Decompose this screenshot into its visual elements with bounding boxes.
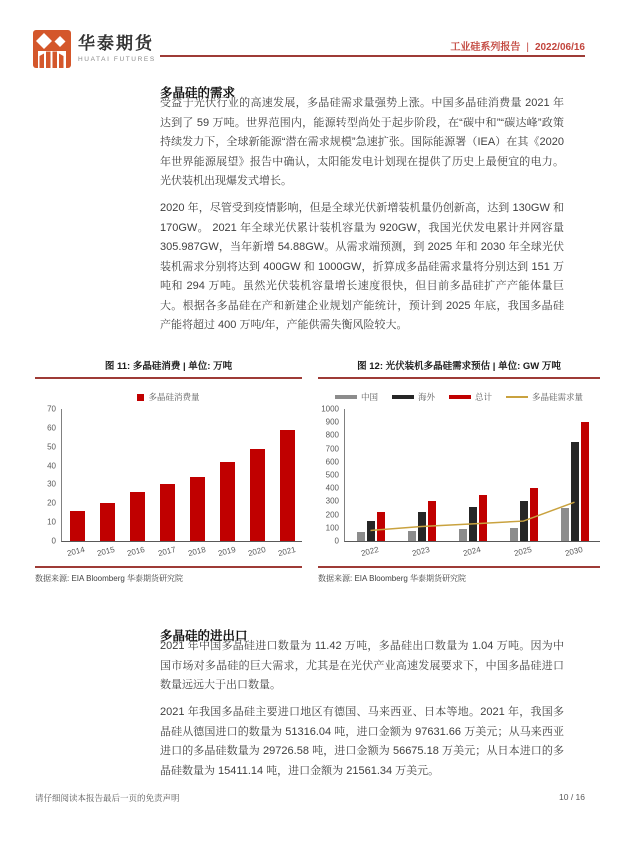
x-axis-labels xyxy=(344,542,600,559)
legend-label: 多晶硅消费量 xyxy=(148,392,200,402)
y-tick-label: 600 xyxy=(325,457,339,467)
legend-label: 中国 xyxy=(360,392,378,402)
y-tick-label: 800 xyxy=(325,430,339,440)
y-tick-label: 0 xyxy=(51,536,56,546)
line-layer xyxy=(62,409,302,541)
x-tick-label: 2025 xyxy=(513,544,533,559)
y-tick-label: 500 xyxy=(325,470,339,480)
legend-item xyxy=(335,391,378,403)
chart-polysilicon-consumption xyxy=(35,404,302,546)
y-axis xyxy=(318,404,344,546)
legend-swatch-icon xyxy=(449,395,471,399)
y-tick-label: 70 xyxy=(47,404,56,414)
y-tick-label: 20 xyxy=(47,498,56,508)
x-tick-label: 2030 xyxy=(564,544,585,559)
y-tick-label: 1000 xyxy=(321,404,339,414)
report-series: 工业硅系列报告 xyxy=(450,42,521,53)
line-series xyxy=(371,502,575,530)
logo-text xyxy=(78,35,156,63)
legend-item xyxy=(392,391,435,403)
huatai-logo-icon xyxy=(33,30,71,68)
figure-caption: 图 12: 光伏装机多晶硅需求预估 | 单位: GW 万吨 xyxy=(318,358,600,379)
y-tick-label: 30 xyxy=(47,479,56,489)
chart-legend xyxy=(318,389,600,405)
y-tick-label: 900 xyxy=(325,417,339,427)
legend-swatch-icon xyxy=(137,394,144,401)
logo-subtitle: HUATAI FUTURES xyxy=(78,55,156,63)
y-tick-label: 400 xyxy=(325,483,339,493)
legend-item xyxy=(137,391,199,403)
line-layer xyxy=(345,409,600,541)
legend-item xyxy=(449,391,492,403)
page-footer xyxy=(35,792,585,804)
x-tick-label: 2024 xyxy=(462,544,482,559)
x-tick-label: 2021 xyxy=(277,544,297,559)
figure-polysilicon-consumption xyxy=(35,358,302,584)
y-tick-label: 60 xyxy=(47,423,56,433)
header-divider xyxy=(160,55,585,57)
paragraph: 2020 年，尽管受到疫情影响，但是全球光伏新增装机量仍创新高，达到 130GW 和 170GW。 2021 年全球光伏累计装机容量为 920GW，我国光伏发电累计并网容量 305.987GW，当年新增 54.88GW。从需求端预测，到 2025 年和 2030 年全球光伏装机需求分别将达到 400GW 和 1000GW，折算成多晶硅需求量将分别达到 151 万吨和 294 万吨。虽然光伏装机容量增长速度很快，但目前多晶硅扩产产能体量巨大。根据各多晶硅在产和新建企业规划产能统计，预计到 2025 年底，我国多晶硅产能将超过 400 万吨/年，产能供需失衡风险较大。 xyxy=(160,202,564,331)
y-tick-label: 0 xyxy=(334,536,339,546)
section-title-demand: 多晶硅的需求 xyxy=(160,86,236,100)
x-tick-label: 2016 xyxy=(126,544,147,559)
x-tick-label: 2020 xyxy=(247,544,267,559)
plot-area xyxy=(61,409,302,542)
legend-swatch-icon xyxy=(335,395,357,399)
x-tick-label: 2019 xyxy=(216,544,237,559)
x-tick-label: 2022 xyxy=(359,544,380,559)
paragraph: 受益于光伏行业的高速发展，多晶硅需求量强势上涨。中国多晶硅消费量 2021 年达到了 59 万吨。世界范围内，能源转型尚处于起步阶段，在“碳中和”“碳达峰”政策持续发力下，全球新能源“潜在需求规模”急速扩张。国际能源署（IEA）在其《2020 年世界能源展望》报告中确认，太阳能发电计划现在提供了历史上最便宜的电力。光伏装机出现爆发式增长。 xyxy=(160,97,564,187)
figures-row xyxy=(35,358,600,584)
x-axis-labels xyxy=(61,542,302,559)
legend-label: 海外 xyxy=(417,392,435,402)
report-date: 2022/06/16 xyxy=(534,42,585,53)
y-tick-label: 50 xyxy=(47,442,56,452)
legend-label: 总计 xyxy=(475,392,493,402)
x-tick-label: 2014 xyxy=(66,544,86,559)
report-meta xyxy=(450,38,585,53)
legend-swatch-icon xyxy=(506,396,528,398)
x-tick-label: 2017 xyxy=(156,544,177,559)
legend-swatch-icon xyxy=(392,395,414,399)
paragraph: 2021 年我国多晶硅主要进口地区有德国、马来西亚、日本等地。2021 年，我国多晶硅从德国进口的数量为 51316.04 吨，进口金额为 97631.66 万美元；从马来西亚进口的多晶硅数量为 29726.58 吨，进口金额为 56675.18 万美元；从日本进口的多晶硅数量为 15411.14 吨，进口金额为 21561.34 万美元。 xyxy=(160,706,564,777)
y-tick-label: 300 xyxy=(325,496,339,506)
figure-source: 数据来源: EIA Bloomberg 华泰期货研究院 xyxy=(318,566,600,584)
y-axis xyxy=(35,404,61,546)
chart-legend xyxy=(35,389,302,405)
y-tick-label: 100 xyxy=(325,523,339,533)
figure-pv-polysilicon-demand xyxy=(318,358,600,584)
page-number: 10 / 16 xyxy=(559,792,585,802)
figure-caption: 图 11: 多晶硅消费 | 单位: 万吨 xyxy=(35,358,302,379)
y-tick-label: 200 xyxy=(325,510,339,520)
y-tick-label: 10 xyxy=(47,517,56,527)
y-tick-label: 700 xyxy=(325,444,339,454)
meta-separator: | xyxy=(526,42,529,53)
y-tick-label: 40 xyxy=(47,461,56,471)
footer-disclaimer: 请仔细阅读本报告最后一页的免责声明 xyxy=(35,793,180,803)
plot-area xyxy=(344,409,600,542)
huatai-logo xyxy=(33,30,156,68)
section-title-import-export: 多晶硅的进出口 xyxy=(160,629,248,643)
x-tick-label: 2015 xyxy=(96,544,116,559)
paragraph: 2021 年中国多晶硅进口数量为 11.42 万吨，多晶硅出口数量为 1.04 万吨。因为中国市场对多晶硅的巨大需求，尤其是在光伏产业高速发展要求下，中国多晶硅进口数量远远大于出口数量。 xyxy=(160,640,564,691)
chart-pv-polysilicon-demand xyxy=(318,404,600,546)
legend-label: 多晶硅需求量 xyxy=(532,392,584,402)
logo-title: 华泰期货 xyxy=(78,34,154,54)
x-tick-label: 2023 xyxy=(411,544,431,559)
legend-item xyxy=(506,391,583,403)
x-tick-label: 2018 xyxy=(186,544,207,559)
figure-source: 数据来源: EIA Bloomberg 华泰期货研究院 xyxy=(35,566,302,584)
